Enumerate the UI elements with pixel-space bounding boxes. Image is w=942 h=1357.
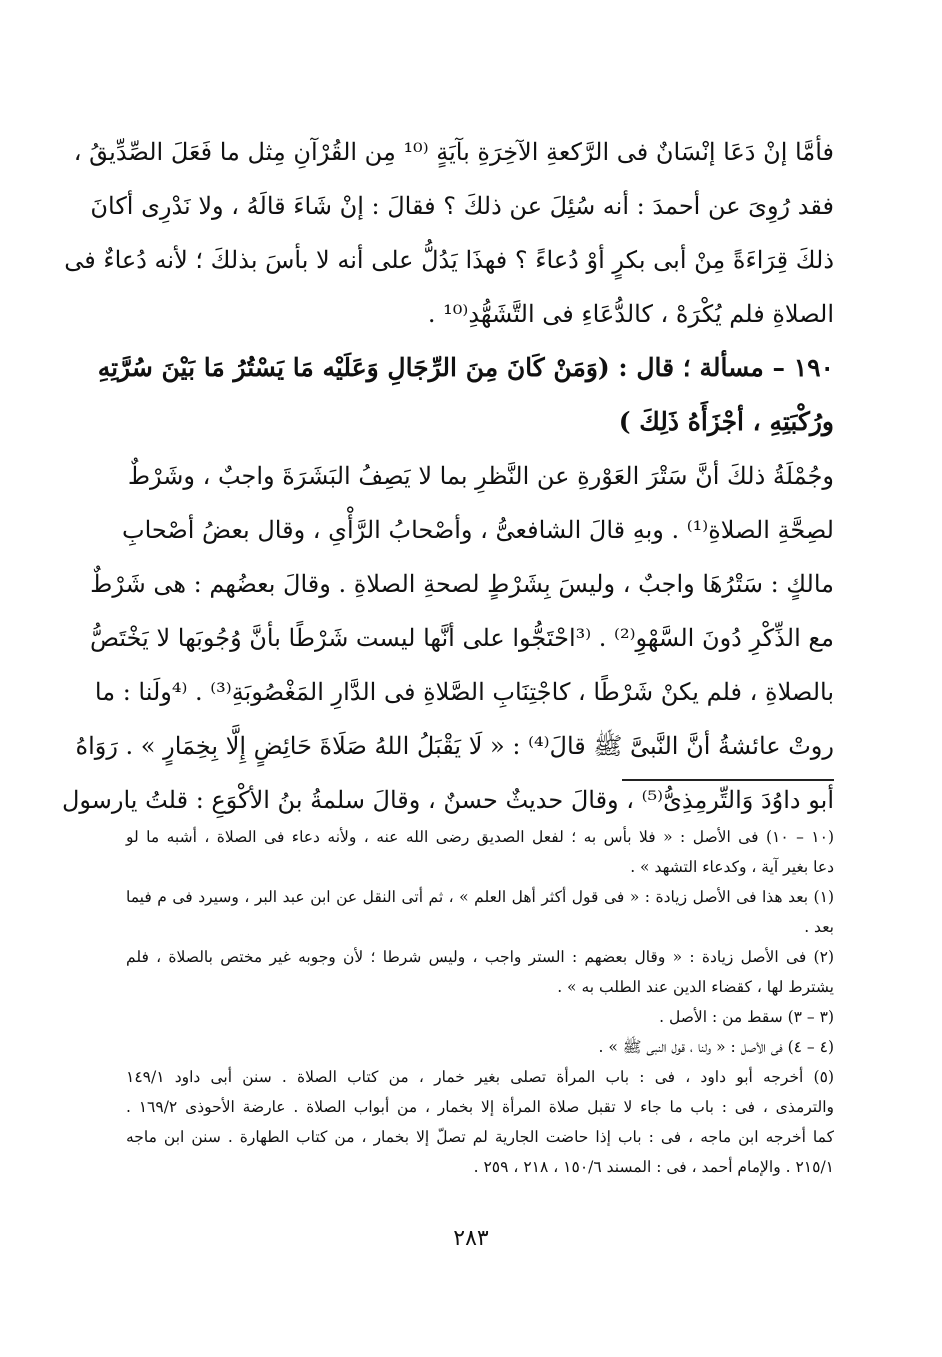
- footnote-line: (١٠ – ١٠) فى الأصل : « فلا بأس به ؛ لفعل الصديق رضى الله عنه ، ولأنه دعاء فى الصلاة ، أشبه ما لو: [126, 828, 834, 846]
- footnote-line: (٣ – ٣) سقط من : الأصل .: [659, 1008, 834, 1026]
- body-line: الصلاةِ فلم يُكْرَهْ ، كالدُّعَاءِ فى التَّشَهُّدِ⁽¹⁰ .: [427, 300, 834, 328]
- body-line: مع الذِّكْرِ دُونَ السَّهْوِ⁽²⁾ . ⁽³احْتَجُّوا على أنَّها ليست شَرْطًا بأنَّ وُجُوبَها لا يَخْتَصُّ: [90, 624, 834, 652]
- body-line: أبو داوُدَ وَالتِّرمِذِىُّ⁽⁵⁾ ، وقالَ حديثٌ حسنٌ ، وقالَ سلمةُ بنُ الأكْوَعِ : قلتُ يارسول: [61, 786, 834, 814]
- body-line: ذلكَ قِرَاءَةً مِنْ أبى بكرٍ أوْ دُعاءً ؟ فهذَا يَدُلُّ على أنه لا بأسَ بذلكَ ؛ لأنه دُعاءٌ فى: [64, 246, 834, 274]
- footnote-line: (٢) فى الأصل زيادة : « وقال بعضهم : الستر واجب ، وليس شرطا ؛ لأن وجوبه غير مختص بالصلاة ، فلم: [126, 948, 834, 966]
- footnote-line: كما أخرجه ابن ماجه ، فى : باب إذا حاضت الجارية لم تصلّ إلا بخمار ، من كتاب الطهارة . سنن ابن ماجه: [126, 1128, 834, 1146]
- footnote-line: دعا بغير آية ، وكدعاء التشهد » .: [630, 858, 834, 876]
- body-line: فقد رُوِىَ عن أحمدَ : أنه سُئِلَ عن ذلكَ ؟ فقالَ : إنْ شَاءَ قالَهُ ، ولا نَدْرِى أكانَ: [90, 192, 834, 220]
- body-line: وجُمْلَةُ ذلكَ أنَّ سَتْرَ العَوْرةِ عن النَّظرِ بما لا يَصِفُ البَشَرَةَ واجبٌ ، وشَرْطٌ: [127, 462, 834, 490]
- issue-heading-line: ١٩٠ – مسألة ؛ قال : (وَمَنْ كَانَ مِنَ الرِّجَالِ وَعَلَيْه مَا يَسْتُرُ مَا بَيْنَ سُرَّتِهِ: [97, 353, 834, 382]
- footnote-divider: [622, 779, 834, 781]
- footnote-line: بعد .: [804, 918, 834, 936]
- body-line: فأمَّا إنْ دَعَا إنْسَانٌ فى الرَّكعةِ الآخِرَةِ بآيَةٍ ⁽¹⁰ مِن القُرْآنِ مِثل ما فَعَلَ الصِّدِّيقُ ،: [73, 138, 834, 166]
- page-number: ٢٨٣: [453, 1226, 489, 1251]
- footnote-line: ٢١٥/١ . والإمام أحمد ، فى : المسند ١٥٠/٦ ، ٢١٨ ، ٢٥٩ .: [473, 1158, 834, 1176]
- body-line: بالصلاةِ ، فلم يكنْ شَرْطًا ، كاجْتِنَابِ الصَّلاةِ فى الدَّارِ المَغْصُوبَةِ⁽³⁾ . ⁽⁴ولَنا : ما: [94, 678, 834, 706]
- issue-heading-line: ورُكْبَتِهِ ، أجْزَأَهُ ذَلِكَ ): [618, 407, 834, 436]
- body-line: مالكٍ : سَتْرُهَا واجبٌ ، وليسَ بِشَرْطٍ لصحةِ الصلاةِ . وقالَ بعضُهم : هى شَرْطٌ: [90, 570, 834, 598]
- footnote-line: (٥) أخرجه أبو داود ، فى : باب المرأة تصلى بغير خمار ، من كتاب الصلاة . سنن أبى داود ١٤٩/١: [126, 1068, 834, 1086]
- body-line: روتْ عائشةُ أنَّ النَّبىَّ ﷺ قالَ⁽⁴⁾ : « لَا يَقْبَلُ اللهُ صَلَاةَ حَائِضٍ إِلَّا بِخِمَارٍ » . رَوَاهُ: [75, 732, 834, 760]
- footnote-line: (١) بعد هذا فى الأصل زيادة : « فى قول أكثر أهل العلم » ، ثم أتى النقل عن ابن عبد البر ، وسيرد فى م فيما: [126, 888, 834, 906]
- main-text: [61, 125, 834, 827]
- footnote-line: يشترط لها ، كقضاء الدين عند الطلب به » .: [557, 978, 834, 996]
- footnote-line: والترمذى ، فى : باب ما جاء لا تقبل صلاة المرأة إلا بخمار ، من أبواب الصلاة . عارضة الأحوذى ١٦٩/٢ .: [126, 1098, 834, 1116]
- footnotes: [126, 822, 834, 1182]
- footnote-line: (٤ – ٤) فى الأصل : « ولنا ، قول النبى ﷺ » .: [598, 1038, 834, 1056]
- body-line: لصِحَّةِ الصلاةِ⁽¹⁾ . وبهِ قالَ الشافعىُّ ، وأصْحابُ الرَّأْىِ ، وقال بعضُ أصْحابِ: [121, 516, 834, 544]
